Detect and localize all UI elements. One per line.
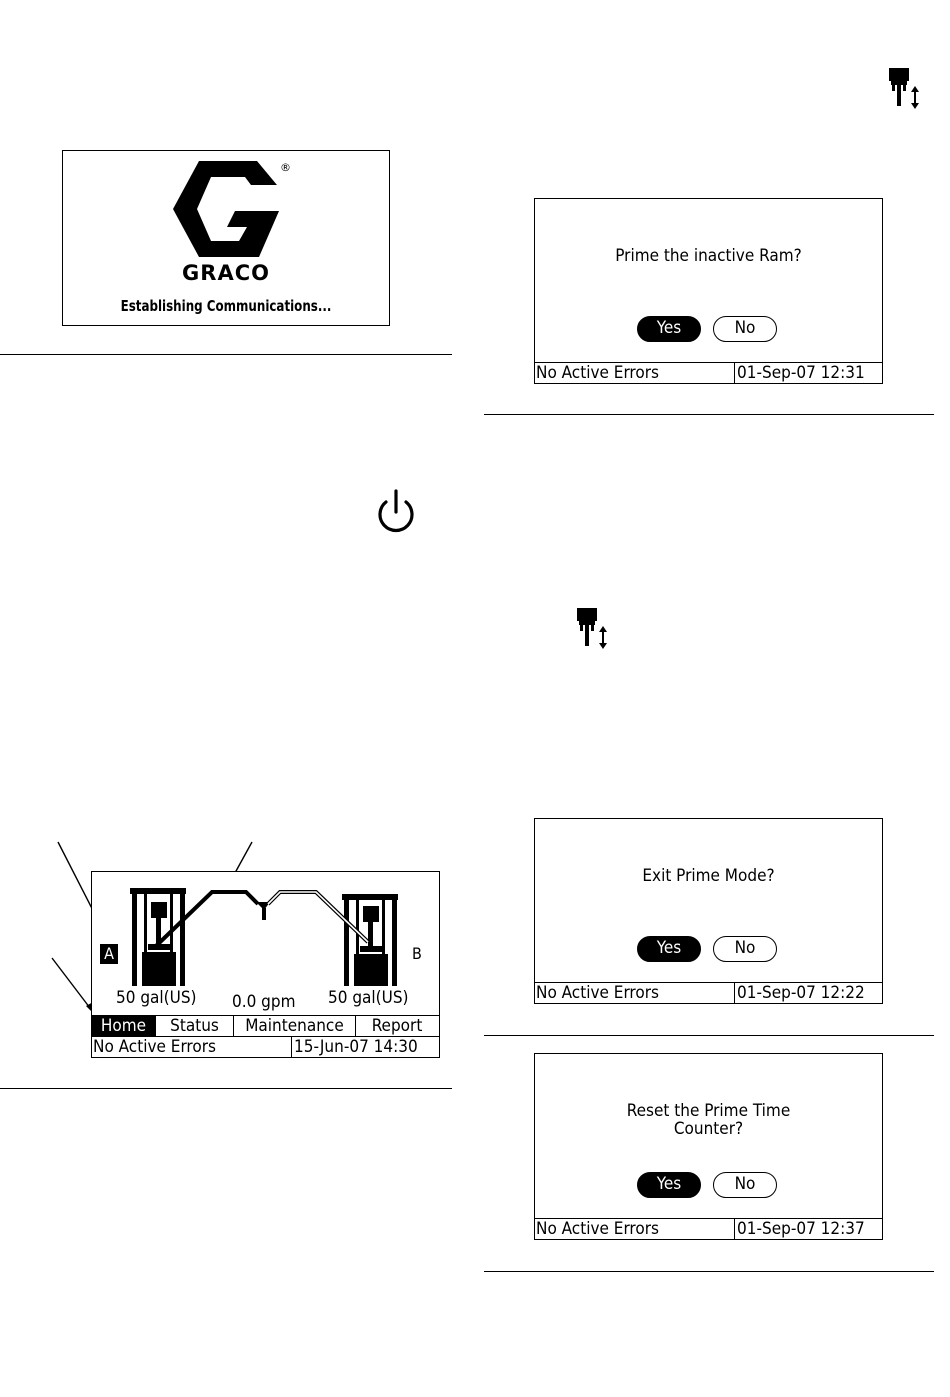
dialog-question-line2: Counter? (673, 1119, 744, 1139)
yes-button[interactable]: Yes (637, 936, 701, 962)
ram-a-label[interactable]: A (100, 944, 118, 964)
no-button[interactable]: No (713, 936, 777, 962)
power-icon[interactable] (374, 488, 418, 536)
dialog-question: Prime the inactive Ram? (615, 246, 802, 266)
status-bar (535, 362, 882, 383)
tab-bar (92, 1015, 439, 1036)
tab-report[interactable]: Report (371, 1016, 423, 1036)
home-screen (91, 871, 440, 1058)
section-divider (484, 1271, 934, 1272)
prime-inactive-dialog (534, 198, 883, 384)
tab-home[interactable]: Home (92, 1016, 156, 1036)
status-bar (92, 1036, 439, 1057)
reset-counter-dialog (534, 1053, 883, 1240)
exit-prime-dialog (534, 818, 883, 1004)
error-status: No Active Errors (536, 363, 659, 383)
registered-mark: ® (280, 161, 291, 174)
status-bar (535, 1218, 882, 1239)
right-volume: 50 gal(US) (328, 988, 409, 1008)
section-divider (484, 1035, 934, 1036)
date-time: 15-Jun-07 14:30 (291, 1037, 439, 1057)
error-status: No Active Errors (93, 1037, 216, 1057)
graco-logo-icon (167, 159, 291, 259)
date-time: 01-Sep-07 12:22 (734, 983, 882, 1003)
brand-name: GRACO (182, 261, 270, 285)
error-status: No Active Errors (536, 1219, 659, 1239)
yes-button[interactable]: Yes (637, 316, 701, 342)
startup-screen (62, 150, 390, 326)
dialog-question: Exit Prime Mode? (642, 866, 775, 886)
section-divider (0, 1088, 452, 1089)
error-status: No Active Errors (536, 983, 659, 1003)
right-ram-icon (342, 894, 398, 986)
yes-button[interactable]: Yes (637, 1172, 701, 1198)
section-divider (484, 414, 934, 415)
prime-ram-icon[interactable] (888, 66, 922, 108)
date-time: 01-Sep-07 12:37 (734, 1219, 882, 1239)
flow-rate: 0.0 gpm (232, 992, 296, 1012)
no-button[interactable]: No (713, 1172, 777, 1198)
dialog-question-line1: Reset the Prime Time (626, 1101, 791, 1121)
ram-b-label[interactable]: B (412, 944, 422, 963)
tab-status[interactable]: Status (156, 1016, 234, 1036)
left-ram-icon (130, 888, 186, 986)
connection-message: Establishing Communications... (120, 297, 332, 315)
pump-system-diagram (92, 872, 438, 992)
prime-ram-icon[interactable] (576, 606, 610, 648)
no-button[interactable]: No (713, 316, 777, 342)
left-volume: 50 gal(US) (116, 988, 197, 1008)
status-bar (535, 982, 882, 1003)
section-divider (0, 354, 452, 355)
tab-maintenance[interactable]: Maintenance (234, 1016, 356, 1036)
date-time: 01-Sep-07 12:31 (734, 363, 882, 383)
